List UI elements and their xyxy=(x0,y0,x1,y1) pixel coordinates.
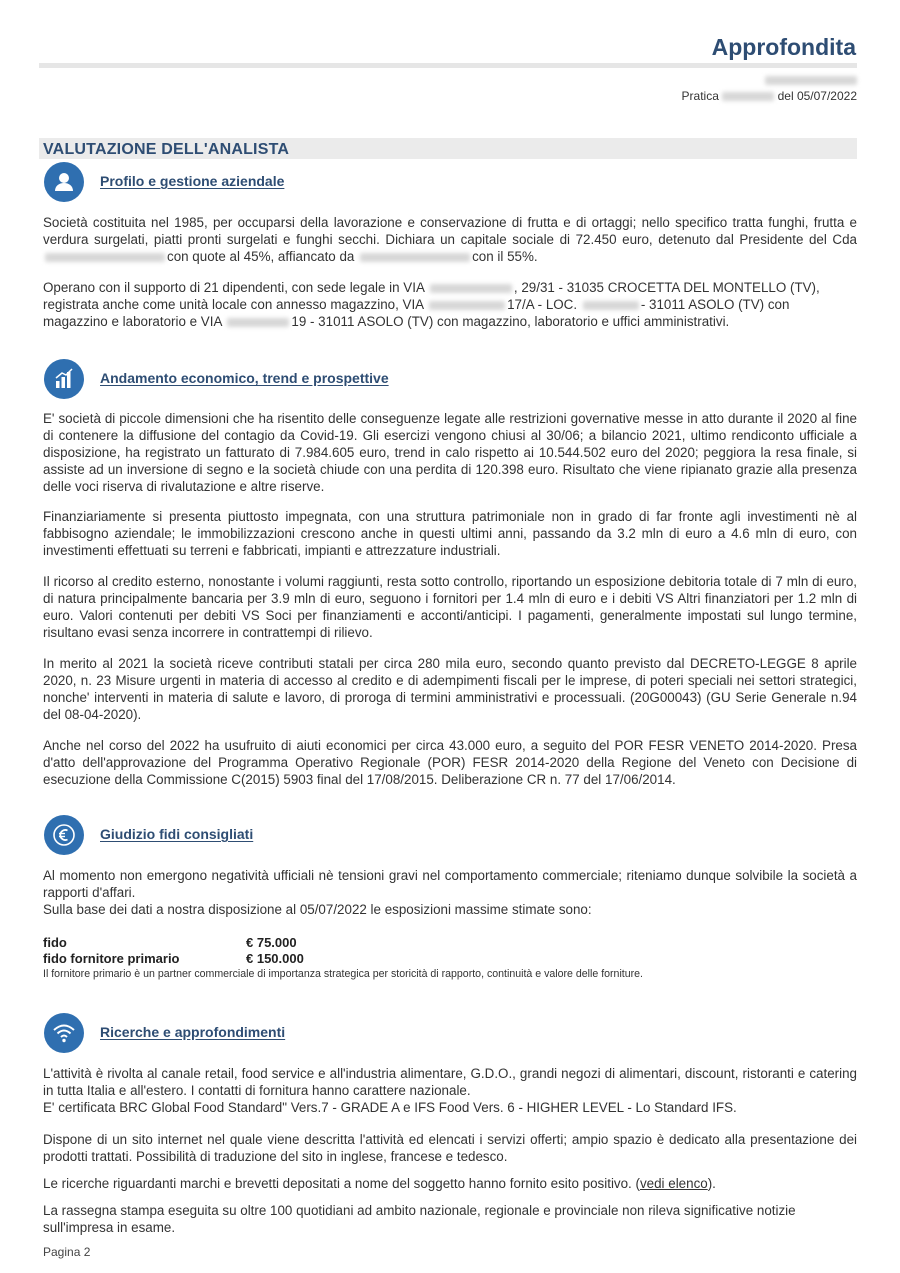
bar-chart-icon xyxy=(44,359,84,399)
fido-fornitore-label: fido fornitore primario xyxy=(43,951,180,966)
ricerche-paragraph-4: La rassegna stampa eseguita su oltre 100 quotidiani ad ambito nazionale, regionale e provinciale non rileva significative notizie sull'impresa in esame. xyxy=(43,1203,796,1235)
subsection-giudizio xyxy=(44,815,444,855)
header-divider xyxy=(39,63,857,68)
subsection-title[interactable]: Andamento economico, trend e prospettive xyxy=(100,370,389,386)
header-meta xyxy=(682,72,857,104)
page-number: Pagina 2 xyxy=(43,1245,91,1259)
andamento-paragraph-5: Anche nel corso del 2022 ha usufruito di aiuti economici per circa 43.000 euro, a seguito del POR FESR VENETO 2014-2020. Presa d'atto dell'approvazione del Programma Operativo Regionale (POR) FESR 2014-2020 della Regione del Veneto con Decisione di esecuzione della Commissione C(2015) 5903 final del 17/08/2015. Deliberazione CR n. 77 del 17/06/2014. xyxy=(43,738,857,787)
ricerche-paragraph-1: L'attività è rivolta al canale retail, food service e all'industria alimentare, G.D.O., grandi negozi di alimentari, discount, ristoranti e catering in tutta Italia e all'estero. I contatti di fornitura hanno carattere nazionale. xyxy=(43,1066,857,1098)
wifi-icon xyxy=(44,1013,84,1053)
subsection-andamento xyxy=(44,359,444,399)
redacted-name xyxy=(360,253,470,262)
fido-value: € 75.000 xyxy=(246,935,297,950)
andamento-paragraph-2: Finanziariamente si presenta piuttosto impegnata, con una struttura patrimoniale non in grado di far fronte agli investimenti nè al fabbisogno aziendale; le immobilizzazioni crescono anche in questi ultimi anni, passando da 3.2 mln di euro a 4.6 mln di euro, con investimenti effettuati su terreni e fabbricati, impianti e attrezzature industriali. xyxy=(43,509,857,558)
section-title: VALUTAZIONE DELL'ANALISTA xyxy=(43,141,290,158)
profilo-paragraph-1: Società costituita nel 1985, per occuparsi della lavorazione e conservazione di frutta e di ortaggi; nello specifico tratta funghi, frutta e verdura surgelati, piatti pronti surgelati e funghi secchi. Dichiara un capitale sociale di 72.450 euro, detenuto dal Presidente del Cda con quote al 45%, affiancato da con il 55%. xyxy=(43,215,857,264)
ricerche-paragraph-1b: E' certificata BRC Global Food Standard" Vers.7 - GRADE A e IFS Food Vers. 6 - HIGHER LEVEL - Lo Standard IFS. xyxy=(43,1100,737,1115)
fornitore-note: Il fornitore primario è un partner commerciale di importanza strategica per storicità di rapporto, continuità e valore delle forniture. xyxy=(43,968,644,980)
subsection-title[interactable]: Profilo e gestione aziendale xyxy=(100,173,285,189)
redacted-address xyxy=(430,284,512,293)
report-date: del 05/07/2022 xyxy=(777,89,857,103)
ricerche-paragraph-2: Dispone di un sito internet nel quale viene descritta l'attività ed elencati i servizi offerti; ampio spazio è dedicato alla presentazione dei prodotti trattati. Possibilità di traduzione del sito in inglese, francese e tedesco. xyxy=(43,1132,857,1164)
subsection-title[interactable]: Ricerche e approfondimenti xyxy=(100,1024,286,1040)
user-icon xyxy=(44,162,84,202)
andamento-paragraph-3: Il ricorso al credito esterno, nonostante i volumi raggiunti, resta sotto controllo, riportando un esposizione debitoria totale di 7 mln di euro, di natura principalmente bancaria per 3.9 mln di euro, seguono i fornitori per 1.4 mln di euro e i debiti VS Altri finanziatori per 1.2 mln di euro. Valori contenuti per debiti VS Soci per finanziamenti e acconti/anticipi. I pagamenti, generalmente impostati sul lungo termine, risultano evasi senza incorrere in contrattempi di rilievo. xyxy=(43,574,857,640)
andamento-paragraph-4: In merito al 2021 la società riceve contributi statali per circa 280 mila euro, secondo quanto previsto dal DECRETO-LEGGE 8 aprile 2020, n. 23 Misure urgenti in materia di accesso al credito e di adempimenti fiscali per le imprese, di poteri speciali nei settori strategici, nonche' interventi in materia di salute e lavoro, di proroga di termini amministrativi e processuali. (20G00043) (GU Serie Generale n.94 del 08-04-2020). xyxy=(43,656,857,722)
report-type-title: Approfondita xyxy=(711,34,856,60)
redacted-address xyxy=(227,318,289,327)
redacted-address xyxy=(583,301,639,310)
vedi-elenco-link[interactable]: vedi elenco xyxy=(639,1176,708,1191)
subsection-ricerche xyxy=(44,1013,444,1053)
pratica-number-redacted xyxy=(722,92,774,101)
giudizio-paragraph-2: Sulla base dei dati a nostra disposizione al 05/07/2022 le esposizioni massime stimate sono: xyxy=(43,902,592,917)
redacted-name xyxy=(45,253,165,262)
euro-icon xyxy=(44,815,84,855)
subsection-title[interactable]: Giudizio fidi consigliati xyxy=(100,826,254,842)
giudizio-paragraph-1: Al momento non emergono negatività ufficiali nè tensioni gravi nel comportamento commerciale; riteniamo dunque solvibile la società a rapporti d'affari. xyxy=(43,868,857,900)
pratica-label: Pratica xyxy=(681,89,719,103)
fido-fornitore-value: € 150.000 xyxy=(246,951,304,966)
redacted-address xyxy=(429,301,505,310)
profilo-paragraph-2: Operano con il supporto di 21 dipendenti, con sede legale in VIA , 29/31 - 31035 CROCETTA DEL MONTELLO (TV), registrata anche come unità locale con annesso magazzino, VIA 17/A - LOC. - 31011 ASOLO (TV) con magazzino e laboratorio e VIA 19 - 31011 ASOLO (TV) con magazzino, laboratorio e uffici amministrativi. xyxy=(43,280,820,329)
ricerche-paragraph-3: Le ricerche riguardanti marchi e brevetti depositati a nome del soggetto hanno fornito esito positivo. (vedi elenco). xyxy=(43,1176,716,1191)
subsection-profilo xyxy=(44,162,444,202)
andamento-paragraph-1: E' società di piccole dimensioni che ha risentito delle conseguenze legate alle restrizioni governative messe in atto durante il 2020 al fine di contenere la diffusione del contagio da Covid-19. Gli esercizi vengono chiusi al 30/06; a bilancio 2021, ultimo rendiconto ufficiale a disposizione, ha registrato un fatturato di 7.984.605 euro, trend in calo rispetto ai 10.544.502 euro del 2020; peggiora la resa finale, si assiste ad un inversione di segno e la società chiude con una perdita di 120.398 euro. Risultato che viene ripianato grazie alla presenza delle voci riserva di rivalutazione e altre riserve. xyxy=(43,411,857,494)
fido-label: fido xyxy=(43,935,67,950)
company-name-redacted xyxy=(765,76,857,85)
